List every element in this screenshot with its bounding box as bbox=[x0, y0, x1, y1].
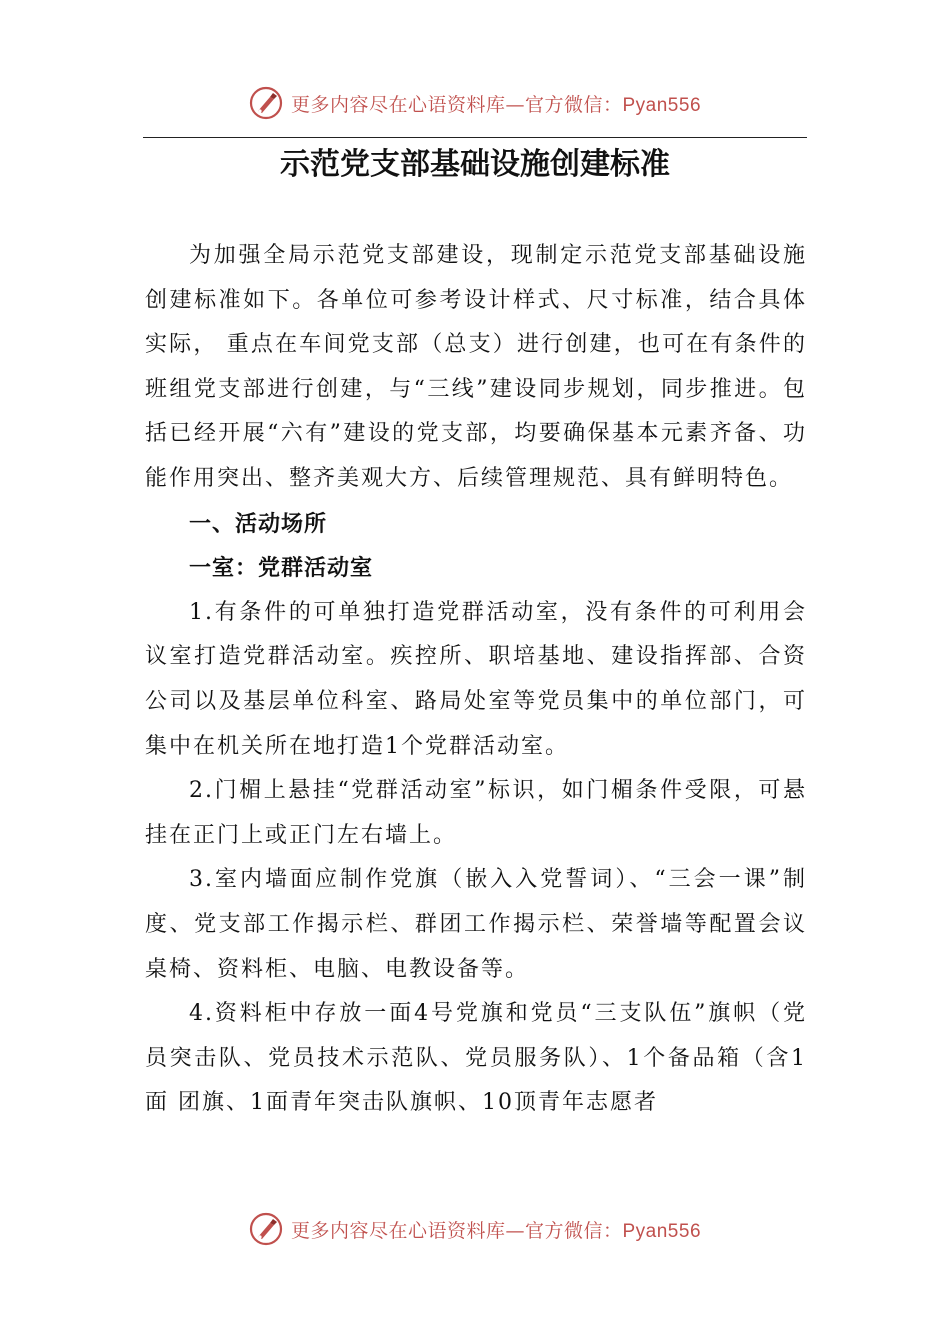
clause-paragraph-2: 2.门楣上悬挂“党群活动室”标识，如门楣条件受限，可悬挂在正门上或正门左右墙上。 bbox=[145, 778, 807, 848]
document-title: 示范党支部基础设施创建标准 bbox=[280, 147, 670, 182]
clause-paragraph-4: 4.资料柜中存放一面4号党旗和党员“三支队伍”旗帜（党员突击队、党员技术示范队、党员服务队）、1个备品箱（含1面 团旗、1面青年突击队旗帜、10顶青年志愿者 bbox=[145, 1001, 807, 1116]
footer-watermark bbox=[0, 1209, 950, 1249]
section-heading: 一、活动场所 bbox=[189, 510, 328, 537]
pen-nib-logo-icon bbox=[249, 86, 283, 120]
subsection-heading: 一室：党群活动室 bbox=[189, 555, 374, 582]
header-rule bbox=[143, 137, 807, 138]
intro-paragraph: 为加强全局示范党支部建设，现制定示范党支部基础设施创建标准如下。各单位可参考设计样式、尺寸标准，结合具体实际， 重点在车间党支部（总支）进行创建，也可在有条件的班组党支部进行创建，与“三线”建设同步规划，同步推进。包括已经开展“六有”建设的党支部，均要确保基本元素齐备、功能作用突出、整齐美观大方、后续管理规范、具有鲜明特色。 bbox=[145, 243, 807, 491]
watermark-text: 更多内容尽在心语资料库—官方微信：Pyan556 bbox=[290, 93, 702, 116]
watermark-text: 更多内容尽在心语资料库—官方微信：Pyan556 bbox=[290, 1219, 702, 1242]
document-body bbox=[145, 234, 807, 1126]
clause-paragraph-3: 3.室内墙面应制作党旗（嵌入入党誓词）、“三会一课”制度、党支部工作揭示栏、群团工作揭示栏、荣誉墙等配置会议桌椅、资料柜、电脑、电教设备等。 bbox=[145, 867, 807, 982]
clause-paragraph-1: 1.有条件的可单独打造党群活动室，没有条件的可利用会议室打造党群活动室。疾控所、职培基地、建设指挥部、合资公司以及基层单位科室、路局处室等党员集中的单位部门，可集中在机关所在地打造1个党群活动室。 bbox=[145, 599, 807, 759]
pen-nib-logo-icon bbox=[249, 1212, 283, 1246]
header-watermark bbox=[0, 83, 950, 123]
